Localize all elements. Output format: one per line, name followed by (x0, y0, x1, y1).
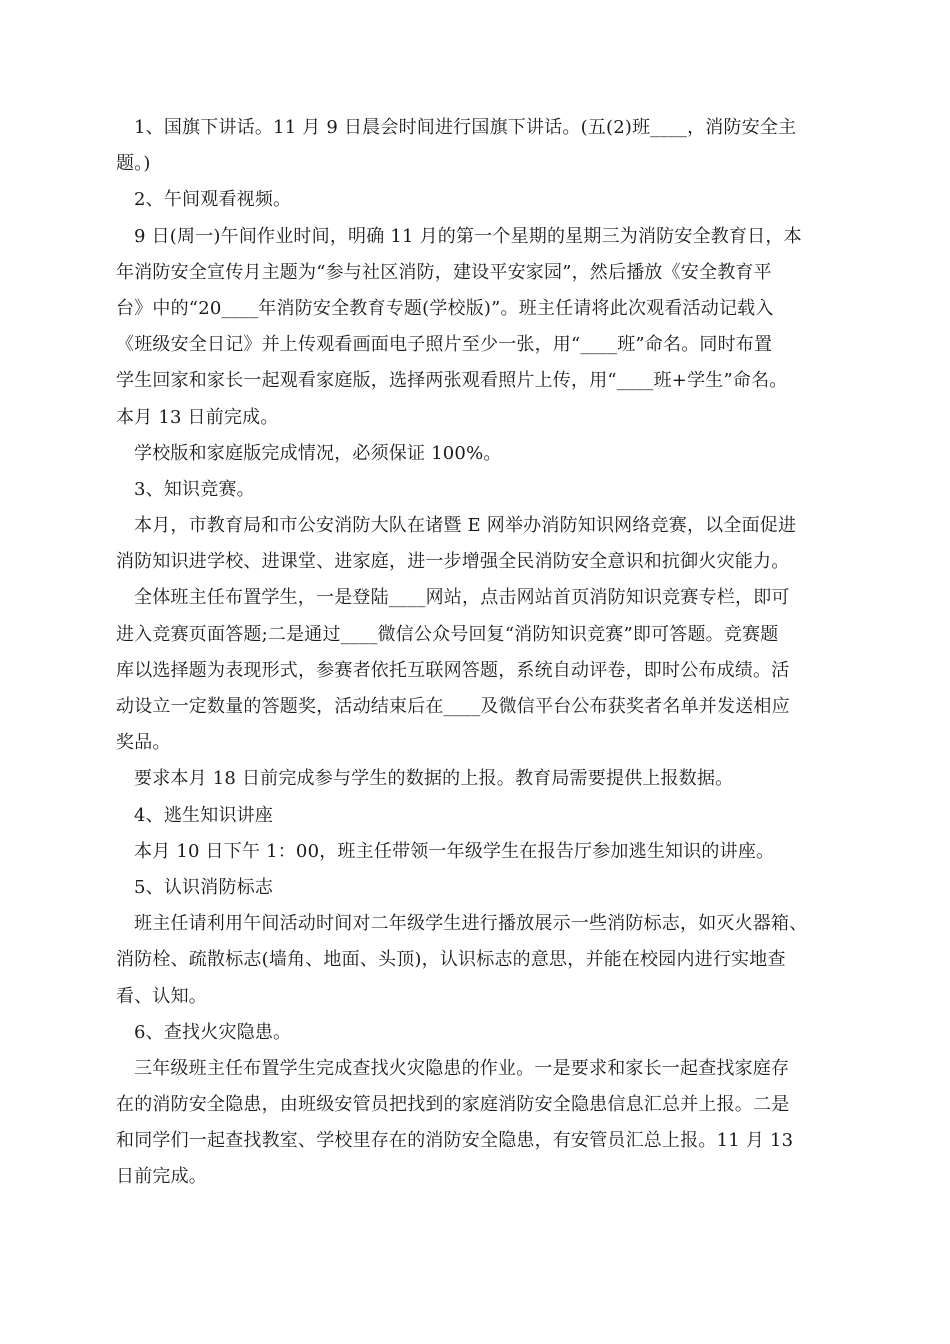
item-3-paragraph-line: 动设立一定数量的答题奖，活动结束后在____及微信平台公布获奖者名单并发送相应 (116, 696, 790, 717)
item-3-paragraph-line: 全体班主任布置学生，一是登陆____网站，点击网站首页消防知识竞赛专栏，即可 (134, 587, 790, 609)
item-5-paragraph-line: 看、认知。 (116, 985, 207, 1007)
item-1-heading-line-2: 题。) (116, 153, 151, 175)
item-3-paragraph-line: 消防知识进学校、进课堂、进家庭，进一步增强全民消防安全意识和抗御火灾能力。 (116, 551, 790, 573)
item-6-paragraph-line: 三年级班主任布置学生完成查找火灾隐患的作业。一是要求和家长一起查找家庭存 (134, 1057, 790, 1079)
item-3-paragraph-line: 奖品。 (116, 732, 171, 754)
item-2-requirement: 学校版和家庭版完成情况，必须保证 100%。 (134, 442, 502, 464)
document-body (116, 110, 836, 1196)
item-4-heading: 4、逃生知识讲座 (134, 804, 274, 826)
item-3-paragraph-line: 进入竞赛页面答题;二是通过____微信公众号回复“消防知识竞赛”即可答题。竞赛题 (116, 623, 779, 645)
item-6-paragraph-line: 和同学们一起查找教室、学校里存在的消防安全隐患，有安管员汇总上报。11 月 13 (116, 1130, 794, 1152)
item-1-heading-line-1: 1、国旗下讲话。11 月 9 日晨会时间进行国旗下讲话。(五(2)班____，消防安全主 (134, 117, 797, 138)
item-2-heading: 2、午间观看视频。 (134, 189, 292, 211)
item-2-paragraph-line: 9 日(周一)午间作业时间，明确 11 月的第一个星期的星期三为消防安全教育日，本 (134, 225, 802, 247)
item-3-paragraph-line: 本月，市教育局和市公安消防大队在诸暨 E 网举办消防知识网络竞赛，以全面促进 (134, 515, 797, 537)
item-6-paragraph-line: 在的消防安全隐患，由班级安管员把找到的家庭消防安全隐患信息汇总并上报。二是 (116, 1094, 790, 1116)
item-2-paragraph-line: 年消防安全宣传月主题为“参与社区消防，建设平安家园”，然后播放《安全教育平 (116, 261, 772, 283)
item-5-paragraph-line: 班主任请利用午间活动时间对二年级学生进行播放展示一些消防标志，如灭火器箱、 (134, 913, 808, 935)
item-5-heading: 5、认识消防标志 (134, 876, 274, 898)
item-2-paragraph-line: 《班级安全日记》并上传观看画面电子照片至少一张，用“____班”命名。同时布置 (116, 334, 773, 356)
item-2-paragraph-line: 本月 13 日前完成。 (116, 406, 279, 428)
item-3-paragraph-line: 库以选择题为表现形式，参赛者依托互联网答题，系统自动评卷，即时公布成绩。活 (116, 659, 790, 681)
item-5-paragraph-line: 消防栓、疏散标志(墙角、地面、头顶)，认识标志的意思，并能在校园内进行实地查 (116, 949, 786, 971)
item-4-paragraph-line: 本月 10 日下午 1：00，班主任带领一年级学生在报告厅参加逃生知识的讲座。 (134, 840, 775, 862)
item-6-heading: 6、查找火灾隐患。 (134, 1021, 292, 1043)
item-2-paragraph-line: 台》中的“20____年消防安全教育专题(学校版)”。班主任请将此次观看活动记载入 (116, 297, 774, 319)
item-3-heading: 3、知识竞赛。 (134, 478, 255, 500)
item-3-requirement: 要求本月 18 日前完成参与学生的数据的上报。教育局需要提供上报数据。 (134, 768, 734, 790)
item-6-paragraph-line: 日前完成。 (116, 1166, 207, 1188)
item-2-paragraph-line: 学生回家和家长一起观看家庭版，选择两张观看照片上传，用“____班+学生”命名。 (116, 370, 788, 392)
